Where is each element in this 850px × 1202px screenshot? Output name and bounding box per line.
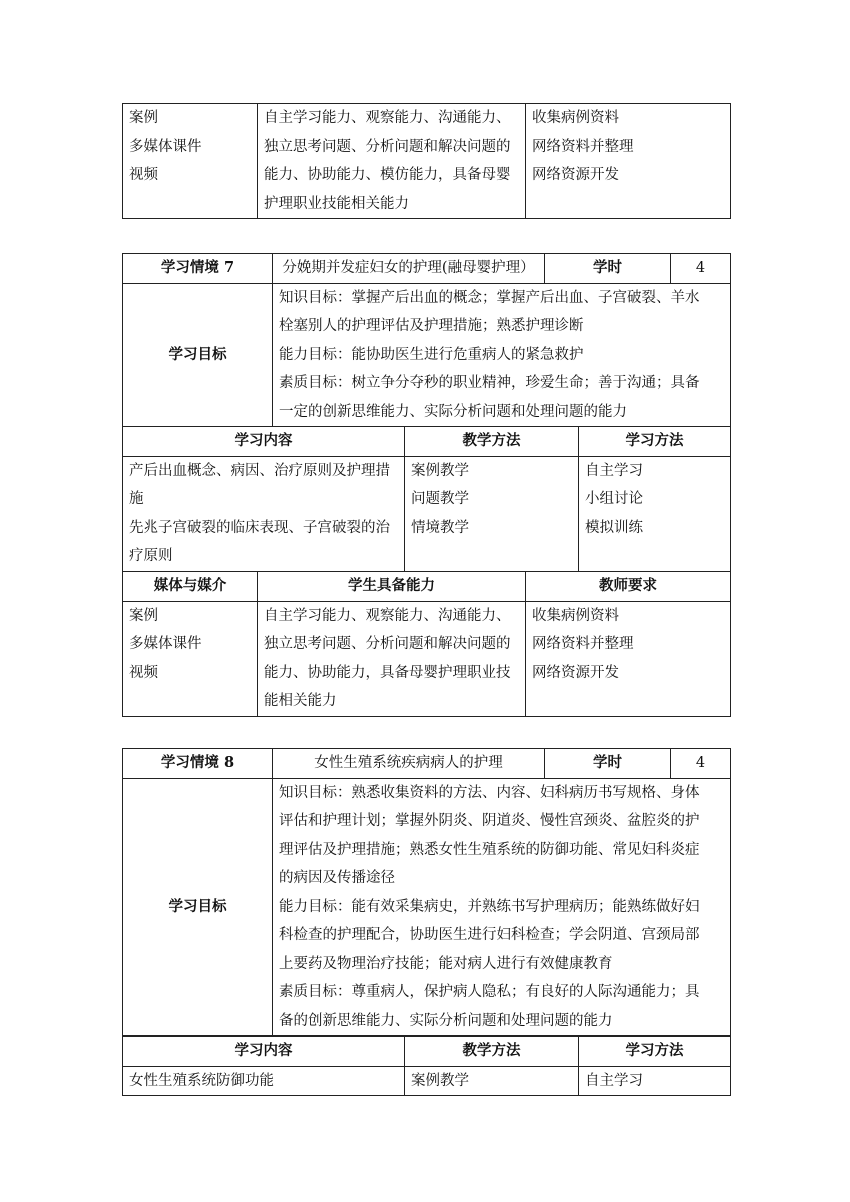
teach-cell: 案例教学 问题教学 情境教学 (405, 456, 579, 571)
hours-value: 4 (671, 749, 731, 779)
table-row (123, 283, 731, 427)
table-row (123, 1066, 731, 1096)
table7-header (122, 253, 731, 427)
table-row (123, 254, 731, 284)
table-row (123, 1037, 731, 1067)
study-cell: 自主学习 小组讨论 模拟训练 (579, 456, 731, 571)
content-cell: 产后出血概念、病因、治疗原则及护理措 施 先兆子宫破裂的临床表现、子宫破裂的治 疗原则 (123, 456, 405, 571)
table7-media (122, 571, 731, 717)
study-cell: 自主学习 (579, 1066, 731, 1096)
teach-label: 教学方法 (405, 427, 579, 457)
table-row (123, 427, 731, 457)
goal-label: 学习目标 (123, 283, 273, 427)
teach-cell: 案例教学 (405, 1066, 579, 1096)
table-continued (122, 103, 731, 219)
hours-value: 4 (671, 254, 731, 284)
media-label: 媒体与媒介 (123, 572, 258, 602)
study-label: 学习方法 (579, 427, 731, 457)
media-cell: 案例 多媒体课件 视频 (123, 601, 258, 716)
study-label: 学习方法 (579, 1037, 731, 1067)
situation-label: 学习情境 8 (123, 749, 273, 779)
table-row (123, 778, 731, 1036)
situation-title: 女性生殖系统疾病病人的护理 (273, 749, 545, 779)
teacher-label: 教师要求 (526, 572, 731, 602)
table8-content (122, 1036, 731, 1096)
table-row (123, 601, 731, 716)
table8-header (122, 748, 731, 1036)
situation-title: 分娩期并发症妇女的护理(融母婴护理） (273, 254, 545, 284)
goal-cell: 知识目标：掌握产后出血的概念；掌握产后出血、子宫破裂、羊水 栓塞别人的护理评估及护理措施；熟悉护理诊断 能力目标：能协助医生进行危重病人的紧急救护 素质目标：树立争分夺秒的职业精神，珍爱生命；善于沟通；具备 一定的创新思维能力、实际分析问题和处理问题的能力 (273, 283, 731, 427)
table-row (123, 572, 731, 602)
hours-label: 学时 (545, 749, 671, 779)
content-label: 学习内容 (123, 1037, 405, 1067)
content-cell: 女性生殖系统防御功能 (123, 1066, 405, 1096)
goal-cell: 知识目标：熟悉收集资料的方法、内容、妇科病历书写规格、身体 评估和护理计划；掌握外阴炎、阴道炎、慢性宫颈炎、盆腔炎的护 理评估及护理措施；熟悉女性生殖系统的防御功能、常见妇科炎症 的病因及传播途径 能力目标：能有效采集病史，并熟练书写护理病历；能熟练做好妇 科检查的护理配合，协助医生进行妇科检查；学会阴道、宫颈局部 上要药及物理治疗技能；能对病人进行有效健康教育 素质目标：尊重病人，保护病人隐私；有良好的人际沟通能力；具 备的创新思维能力、实际分析问题和处理问题的能力 (273, 778, 731, 1036)
ability-label: 学生具备能力 (258, 572, 526, 602)
goal-label: 学习目标 (123, 778, 273, 1036)
table-row (123, 749, 731, 779)
teach-label: 教学方法 (405, 1037, 579, 1067)
table-row (123, 456, 731, 571)
hours-label: 学时 (545, 254, 671, 284)
situation-label: 学习情境 7 (123, 254, 273, 284)
teacher-cell: 收集病例资料 网络资料并整理 网络资源开发 (526, 104, 731, 219)
ability-cell: 自主学习能力、观察能力、沟通能力、 独立思考问题、分析问题和解决问题的 能力、协助能力，具备母婴护理职业技 能相关能力 (258, 601, 526, 716)
table7-content (122, 426, 731, 572)
content-label: 学习内容 (123, 427, 405, 457)
table-row (123, 104, 731, 219)
media-cell: 案例 多媒体课件 视频 (123, 104, 258, 219)
ability-cell: 自主学习能力、观察能力、沟通能力、 独立思考问题、分析问题和解决问题的 能力、协助能力、模仿能力，具备母婴 护理职业技能相关能力 (258, 104, 526, 219)
teacher-cell: 收集病例资料 网络资料并整理 网络资源开发 (526, 601, 731, 716)
